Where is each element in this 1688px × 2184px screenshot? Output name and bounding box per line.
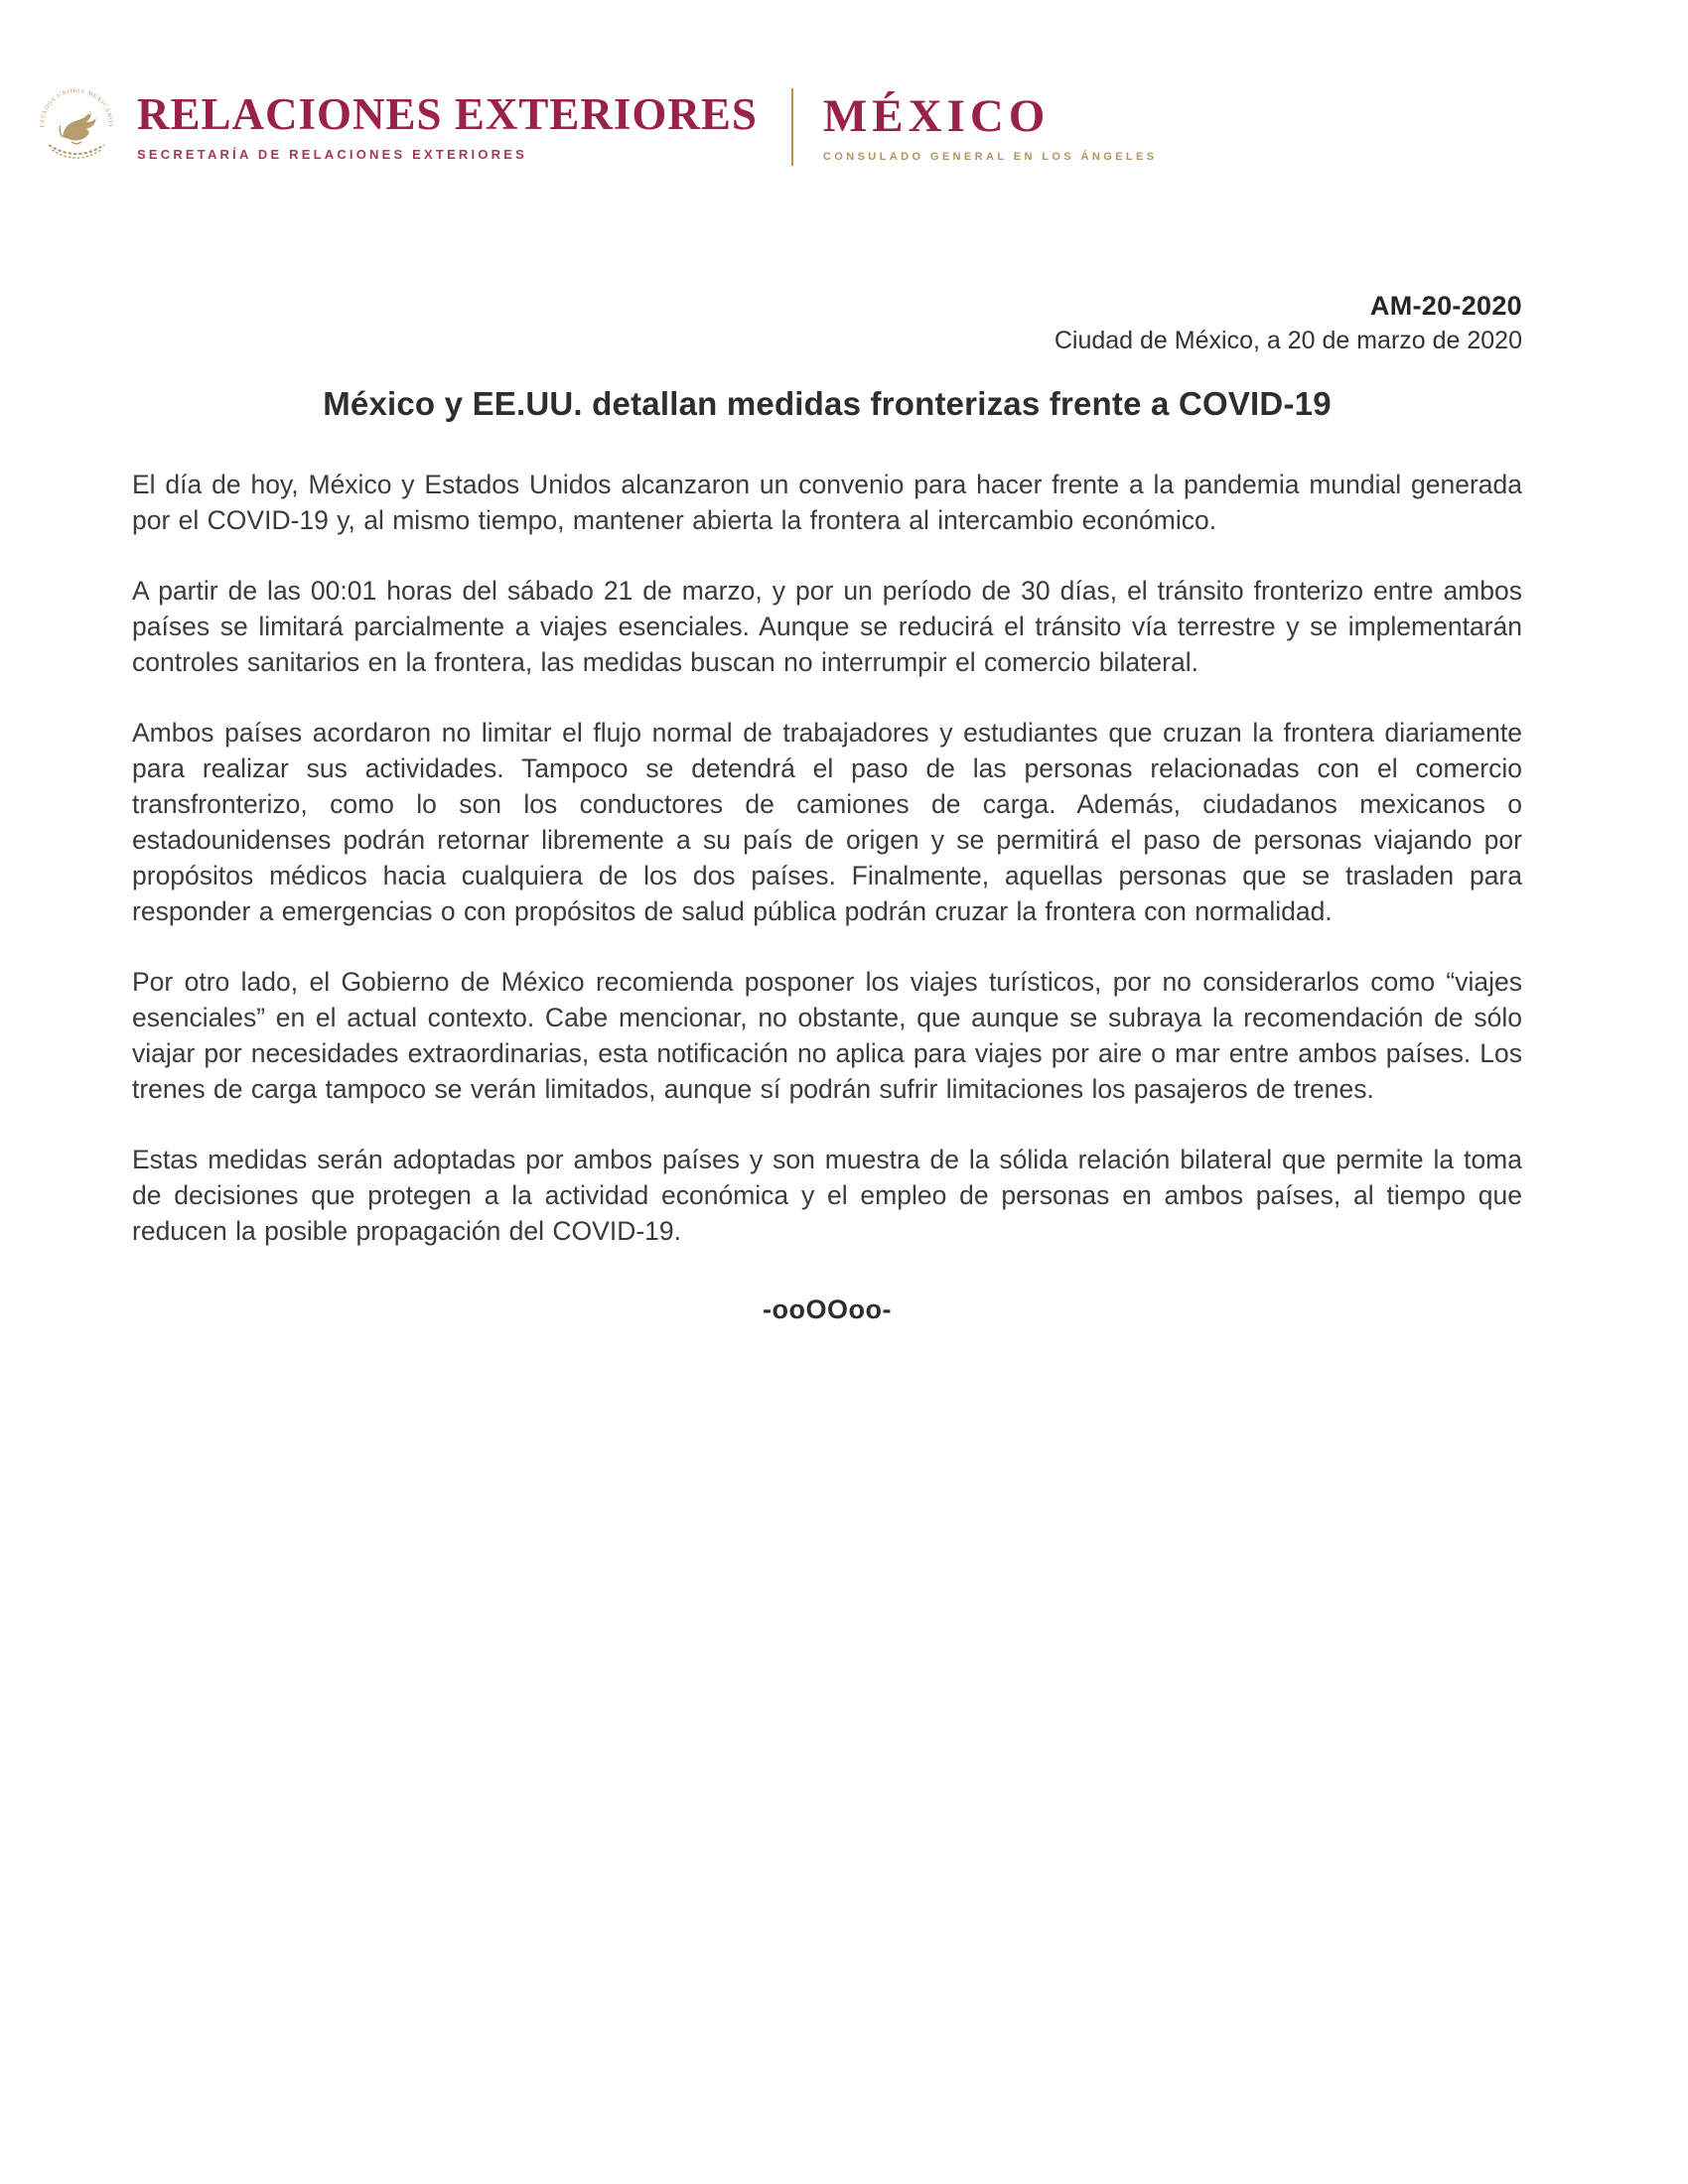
body-paragraph: Por otro lado, el Gobierno de México recomienda posponer los viajes turísticos, por no considerarlos como “viajes esenciales” en el actual contexto. Cabe mencionar, no obstante, que aunque se subraya la recomendación de sólo viajar por necesidades extraordinarias, esta notificación no aplica para viajes por aire o mar entre ambos países. Los trenes de carga tampoco se verán limitados, aunque sí podrán sufrir limitaciones los pasajeros de trenes. xyxy=(132,967,1522,1104)
brand-subtitle: SECRETARÍA DE RELACIONES EXTERIORES xyxy=(137,147,527,162)
body-paragraph: El día de hoy, México y Estados Unidos alcanzaron un convenio para hacer frente a la pandemia mundial generada por el COVID-19 y, al mismo tiempo, mantener abierta la frontera al intercambio económico. xyxy=(132,470,1522,535)
country-office: CONSULADO GENERAL EN LOS ÁNGELES xyxy=(822,151,1158,163)
brand-title: RELACIONES EXTERIORES xyxy=(137,89,758,139)
letterhead xyxy=(36,83,1157,171)
body-paragraph: Estas medidas serán adoptadas por ambos países y son muestra de la sólida relación bilateral que permite la toma de decisiones que protegen a la actividad económica y el empleo de personas en ambos países, al tiempo que reducen la posible propagación del COVID-19. xyxy=(132,1145,1522,1246)
seal-wreath xyxy=(49,145,104,158)
seal-eagle xyxy=(60,111,96,144)
document-body xyxy=(132,385,1522,1325)
mexico-coat-of-arms-seal xyxy=(36,83,117,171)
body-paragraph: A partir de las 00:01 horas del sábado 21 de marzo, y por un período de 30 días, el tránsito fronterizo entre ambos países se limitará parcialmente a viajes esenciales. Aunque se reducirá el tránsito vía terrestre y se implementarán controles sanitarios en la frontera, las medidas buscan no interrumpir el comercio bilateral. xyxy=(132,576,1522,677)
country-block xyxy=(823,91,1158,163)
reference-number: AM-20-2020 xyxy=(1369,291,1522,321)
header-divider xyxy=(791,88,793,166)
meta-block xyxy=(1055,291,1522,355)
seal-arc-text: ESTADOS UNIDOS MEXICANOS xyxy=(40,88,113,128)
brand-block xyxy=(137,89,758,162)
country-title: MÉXICO xyxy=(822,90,1051,142)
closing-mark: -ooOOoo- xyxy=(763,1295,892,1324)
body-paragraph: Ambos países acordaron no limitar el flujo normal de trabajadores y estudiantes que cruzan la frontera diariamente para realizar sus actividades. Tampoco se detendrá el paso de las personas relacionadas con el comercio transfronterizo, como lo son los conductores de camiones de carga. Además, ciudadanos mexicanos o estadounidenses podrán retornar libremente a su país de origen y se permitirá el paso de personas viajando por propósitos médicos hacia cualquiera de los dos países. Finalmente, aquellas personas que se trasladen para responder a emergencias o con propósitos de salud pública podrán cruzar la frontera con normalidad. xyxy=(132,718,1522,926)
document-title: México y EE.UU. detallan medidas fronterizas frente a COVID-19 xyxy=(323,385,1332,422)
dateline: Ciudad de México, a 20 de marzo de 2020 xyxy=(1054,327,1522,354)
